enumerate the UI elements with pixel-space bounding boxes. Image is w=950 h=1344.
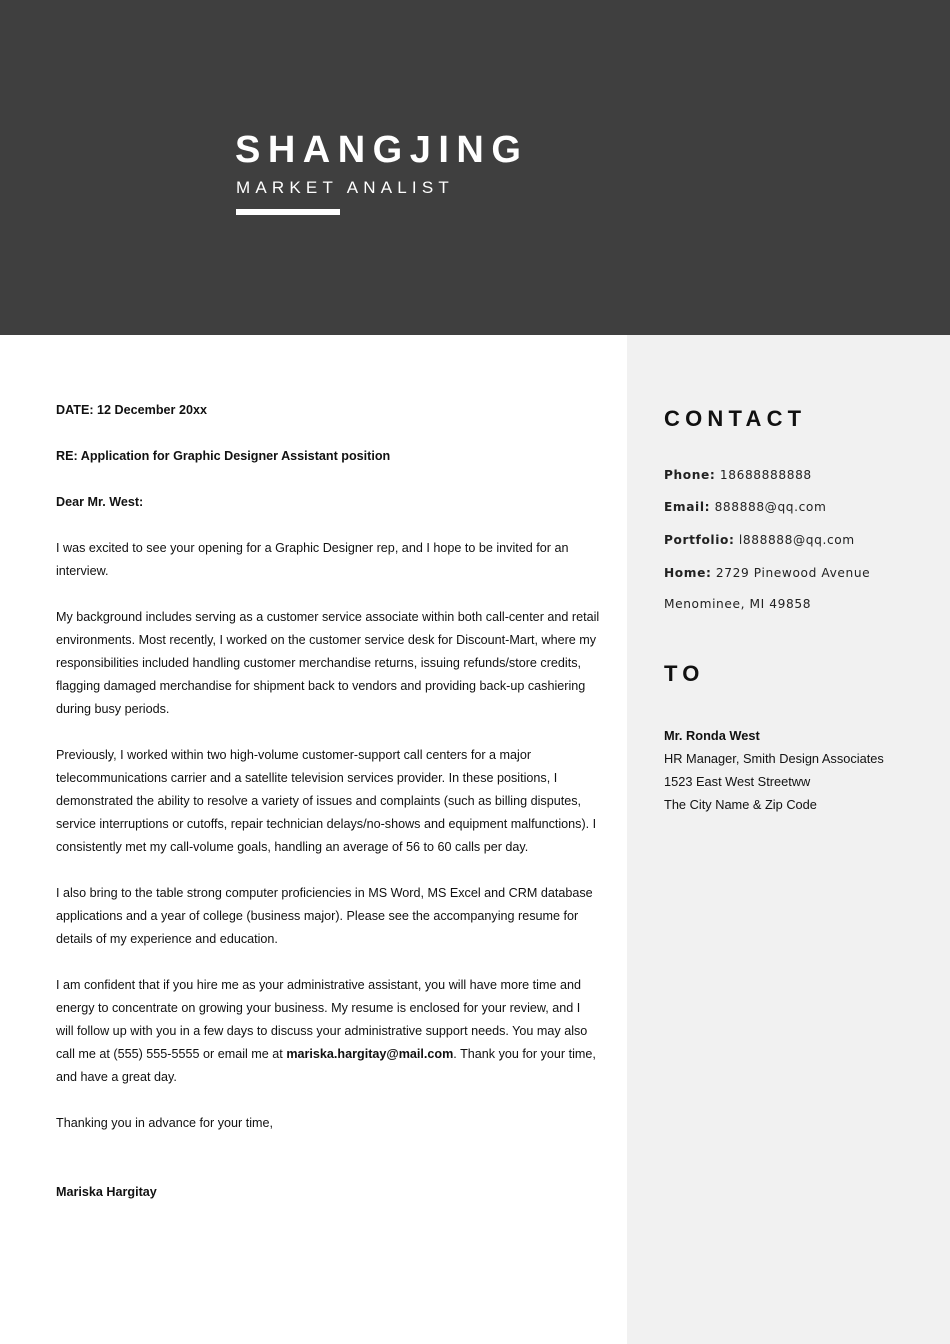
recipient-block <box>664 724 884 816</box>
home-address-line-2: Menominee, MI 49858 <box>664 597 812 611</box>
applicant-title: MARKET ANALIST <box>236 178 454 197</box>
recipient-city: The City Name & Zip Code <box>664 797 817 812</box>
contact-home <box>664 564 870 582</box>
email-label: Email: <box>664 500 711 514</box>
recipient-name: Mr. Ronda West <box>664 728 760 743</box>
home-address-line-1: 2729 Pinewood Avenue <box>715 566 871 580</box>
letter-date: DATE: 12 December 20xx <box>56 403 207 417</box>
recipient-street: 1523 East West Streetww <box>664 774 811 789</box>
letter-paragraph-5 <box>56 974 601 1089</box>
contact-portfolio <box>664 531 855 549</box>
applicant-email-link[interactable]: mariska.hargitay@mail.com <box>286 1047 454 1061</box>
paragraph-5-text-a: I am confident that if you hire me as your administrative assistant, you will have more time and energy to concentrate on growing your business. My resume is enclosed for your review, and I will follow up with you in a few days to discuss your administrative support needs. You may also call me at (555) 555-5555 or email me at <box>56 978 588 1061</box>
portfolio-value[interactable]: l888888@qq.com <box>738 533 855 547</box>
letter-paragraph-1: I was excited to see your opening for a Graphic Designer rep, and I hope to be invited for an interview. <box>56 541 569 578</box>
recipient-heading: TO <box>664 661 705 686</box>
letter-body <box>56 399 601 1227</box>
phone-value: 18688888888 <box>719 468 812 482</box>
contact-phone <box>664 466 812 484</box>
header-banner <box>0 0 950 335</box>
letter-paragraph-3: Previously, I worked within two high-volume customer-support call centers for a major telecommunications carrier and a satellite television services provider. In these positions, I demonstrated the ability to resolve a variety of issues and complaints (such as billing disputes, service interruptions or cutoffs, repair technician delays/no-shows and equipment malfunctions). I consistently met my call-volume goals, handling an average of 56 to 60 calls per day. <box>56 748 597 854</box>
phone-label: Phone: <box>664 468 716 482</box>
recipient-position: HR Manager, Smith Design Associates <box>664 751 884 766</box>
contact-email <box>664 498 826 516</box>
letter-closing: Thanking you in advance for your time, <box>56 1116 274 1130</box>
letter-paragraph-2: My background includes serving as a customer service associate within both call-center and retail environments. Most recently, I worked on the customer service desk for Discount-Mart, where my responsibilities included handling customer merchandise returns, issuing refunds/store credits, flagging damaged merchandise for shipment back to vendors and providing back-up cashiering during busy periods. <box>56 610 600 716</box>
sidebar-panel <box>627 335 950 1344</box>
letter-subject: RE: Application for Graphic Designer Assistant position <box>56 449 391 463</box>
portfolio-label: Portfolio: <box>664 533 735 547</box>
home-label: Home: <box>664 566 712 580</box>
applicant-name: SHANGJING <box>235 129 529 171</box>
letter-salutation: Dear Mr. West: <box>56 495 144 509</box>
letter-paragraph-4: I also bring to the table strong computer proficiencies in MS Word, MS Excel and CRM database applications and a year of college (business major). Please see the accompanying resume for details of my experience and education. <box>56 886 593 946</box>
email-value[interactable]: 888888@qq.com <box>714 500 827 514</box>
title-underline <box>236 209 340 215</box>
paragraph-5-text-b: . Thank you for your time, and have a great day. <box>56 1047 596 1084</box>
letter-signature: Mariska Hargitay <box>56 1185 157 1199</box>
contact-heading: CONTACT <box>664 406 807 431</box>
